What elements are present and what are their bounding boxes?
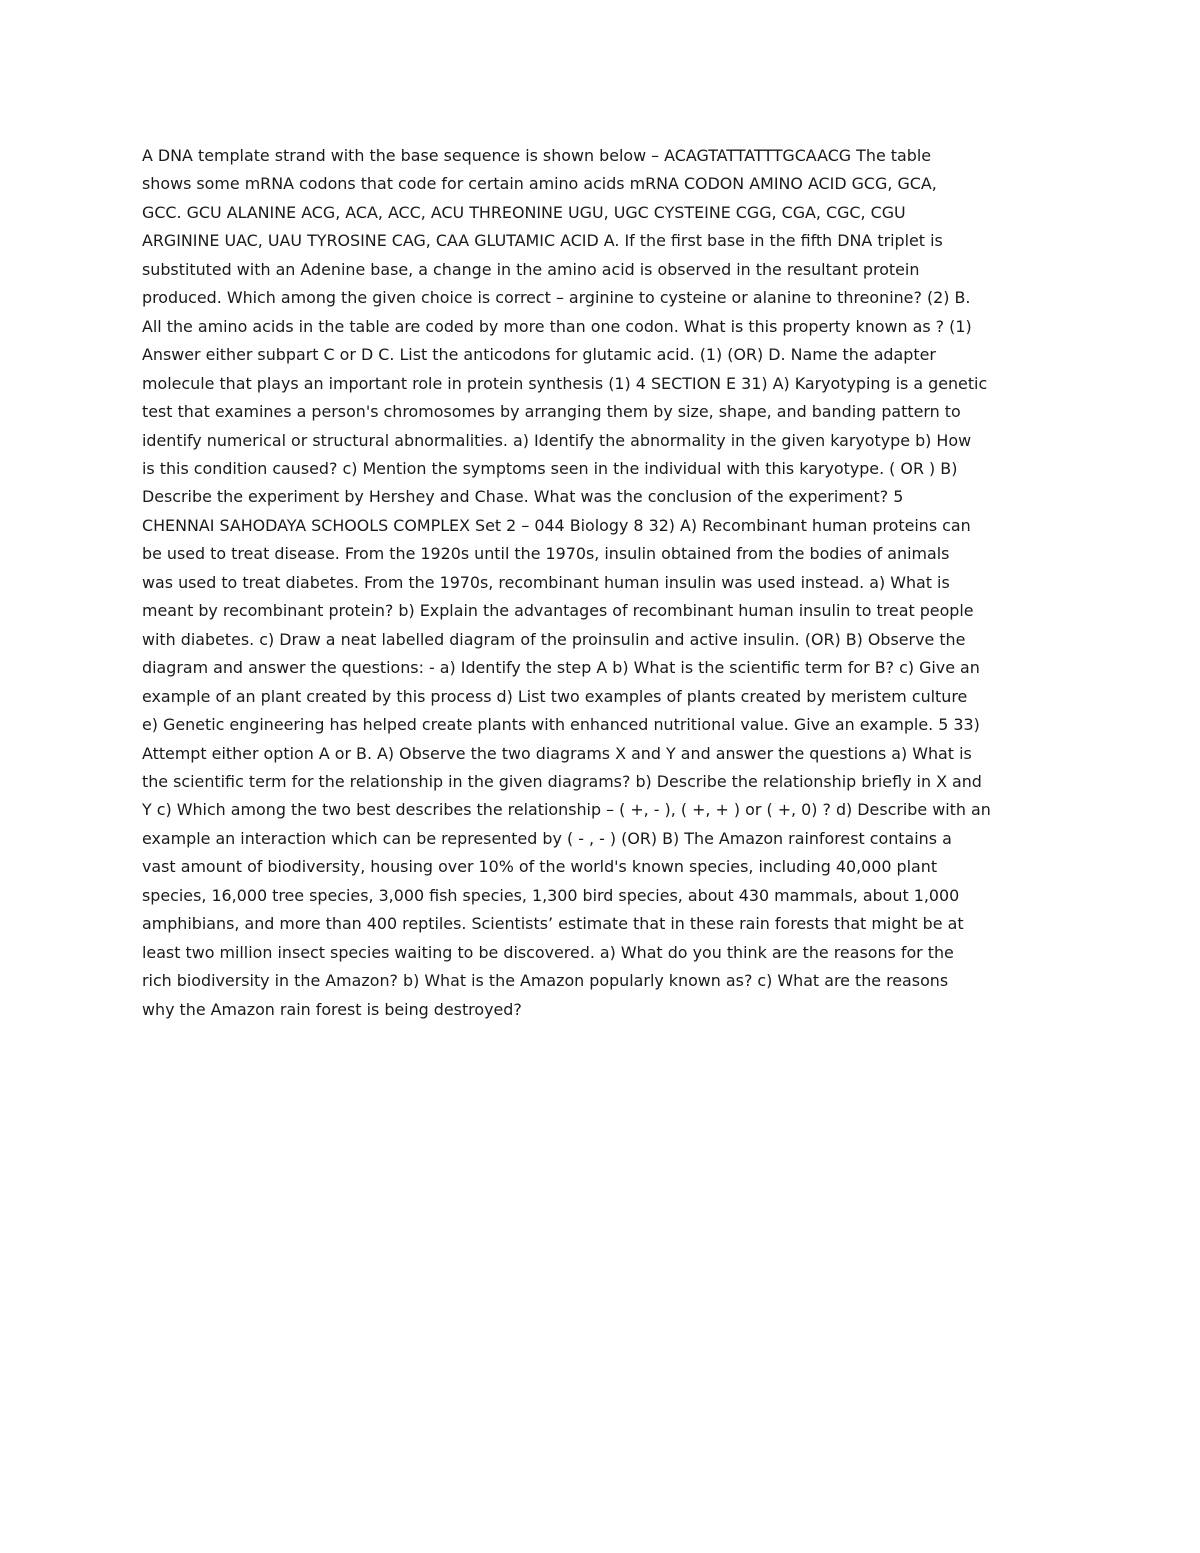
text-line: with diabetes. c) Draw a neat labelled diagram of the proinsulin and active insulin. (OR) B) Observe the — [142, 629, 966, 649]
text-line: Answer either subpart C or D C. List the anticodons for glutamic acid. (1) (OR) D. Name the adapter — [142, 345, 936, 365]
body-paragraph — [142, 142, 1062, 1024]
text-line: is this condition caused? c) Mention the symptoms seen in the individual with this karyotype. ( OR ) B) — [142, 458, 958, 478]
text-line: rich biodiversity in the Amazon? b) What is the Amazon popularly known as? c) What are the reasons — [142, 971, 949, 991]
text-line: substituted with an Adenine base, a change in the amino acid is observed in the resultant protein — [142, 259, 920, 279]
text-line: was used to treat diabetes. From the 1970s, recombinant human insulin was used instead. a) What is — [142, 572, 950, 592]
text-line: identify numerical or structural abnormalities. a) Identify the abnormality in the given karyotype b) How — [142, 430, 972, 450]
text-line: meant by recombinant protein? b) Explain the advantages of recombinant human insulin to treat people — [142, 601, 974, 621]
text-line: the scientific term for the relationship in the given diagrams? b) Describe the relationship briefly in X and — [142, 771, 982, 791]
text-line: ARGININE UAC, UAU TYROSINE CAG, CAA GLUTAMIC ACID A. If the first base in the fifth DNA triplet is — [142, 231, 943, 251]
text-line: test that examines a person's chromosomes by arranging them by size, shape, and banding pattern to — [142, 402, 961, 422]
text-line: e) Genetic engineering has helped create plants with enhanced nutritional value. Give an example. 5 33) — [142, 715, 980, 735]
text-line: All the amino acids in the table are coded by more than one codon. What is this property known as ? (1) — [142, 316, 972, 336]
text-line: A DNA template strand with the base sequence is shown below – ACAGTATTATTTGCAACG The table — [142, 146, 932, 165]
text-line: molecule that plays an important role in protein synthesis (1) 4 SECTION E 31) A) Karyotyping is a genetic — [142, 373, 988, 393]
text-line: amphibians, and more than 400 reptiles. Scientists’ estimate that in these rain forests that might be at — [142, 914, 964, 934]
text-line: GCC. GCU ALANINE ACG, ACA, ACC, ACU THREONINE UGU, UGC CYSTEINE CGG, CGA, CGC, CGU — [142, 202, 906, 222]
text-line: example of an plant created by this process d) List two examples of plants created by meristem culture — [142, 686, 968, 706]
text-line: Y c) Which among the two best describes the relationship – ( +, - ), ( +, + ) or ( +, 0) ? d) Describe with an — [142, 800, 991, 820]
text-line: why the Amazon rain forest is being destroyed? — [142, 999, 522, 1019]
text-line: diagram and answer the questions: - a) Identify the step A b) What is the scientific term for B? c) Give an — [142, 658, 980, 678]
text-line: be used to treat disease. From the 1920s until the 1970s, insulin obtained from the bodies of animals — [142, 544, 950, 564]
text-line: least two million insect species waiting to be discovered. a) What do you think are the reasons for the — [142, 942, 954, 962]
text-line: Attempt either option A or B. A) Observe the two diagrams X and Y and answer the questions a) What is — [142, 743, 972, 763]
text-line: produced. Which among the given choice is correct – arginine to cysteine or alanine to threonine? (2) B. — [142, 288, 971, 308]
text-line: example an interaction which can be represented by ( - , - ) (OR) B) The Amazon rainforest contains a — [142, 828, 952, 848]
text-line: CHENNAI SAHODAYA SCHOOLS COMPLEX Set 2 – 044 Biology 8 32) A) Recombinant human proteins can — [142, 515, 971, 535]
text-line: Describe the experiment by Hershey and Chase. What was the conclusion of the experiment? 5 — [142, 487, 904, 507]
text-line: vast amount of biodiversity, housing over 10% of the world's known species, including 40,000 plant — [142, 857, 938, 877]
text-line: species, 16,000 tree species, 3,000 fish species, 1,300 bird species, about 430 mammals, about 1,000 — [142, 885, 960, 905]
text-line: shows some mRNA codons that code for certain amino acids mRNA CODON AMINO ACID GCG, GCA, — [142, 174, 937, 194]
